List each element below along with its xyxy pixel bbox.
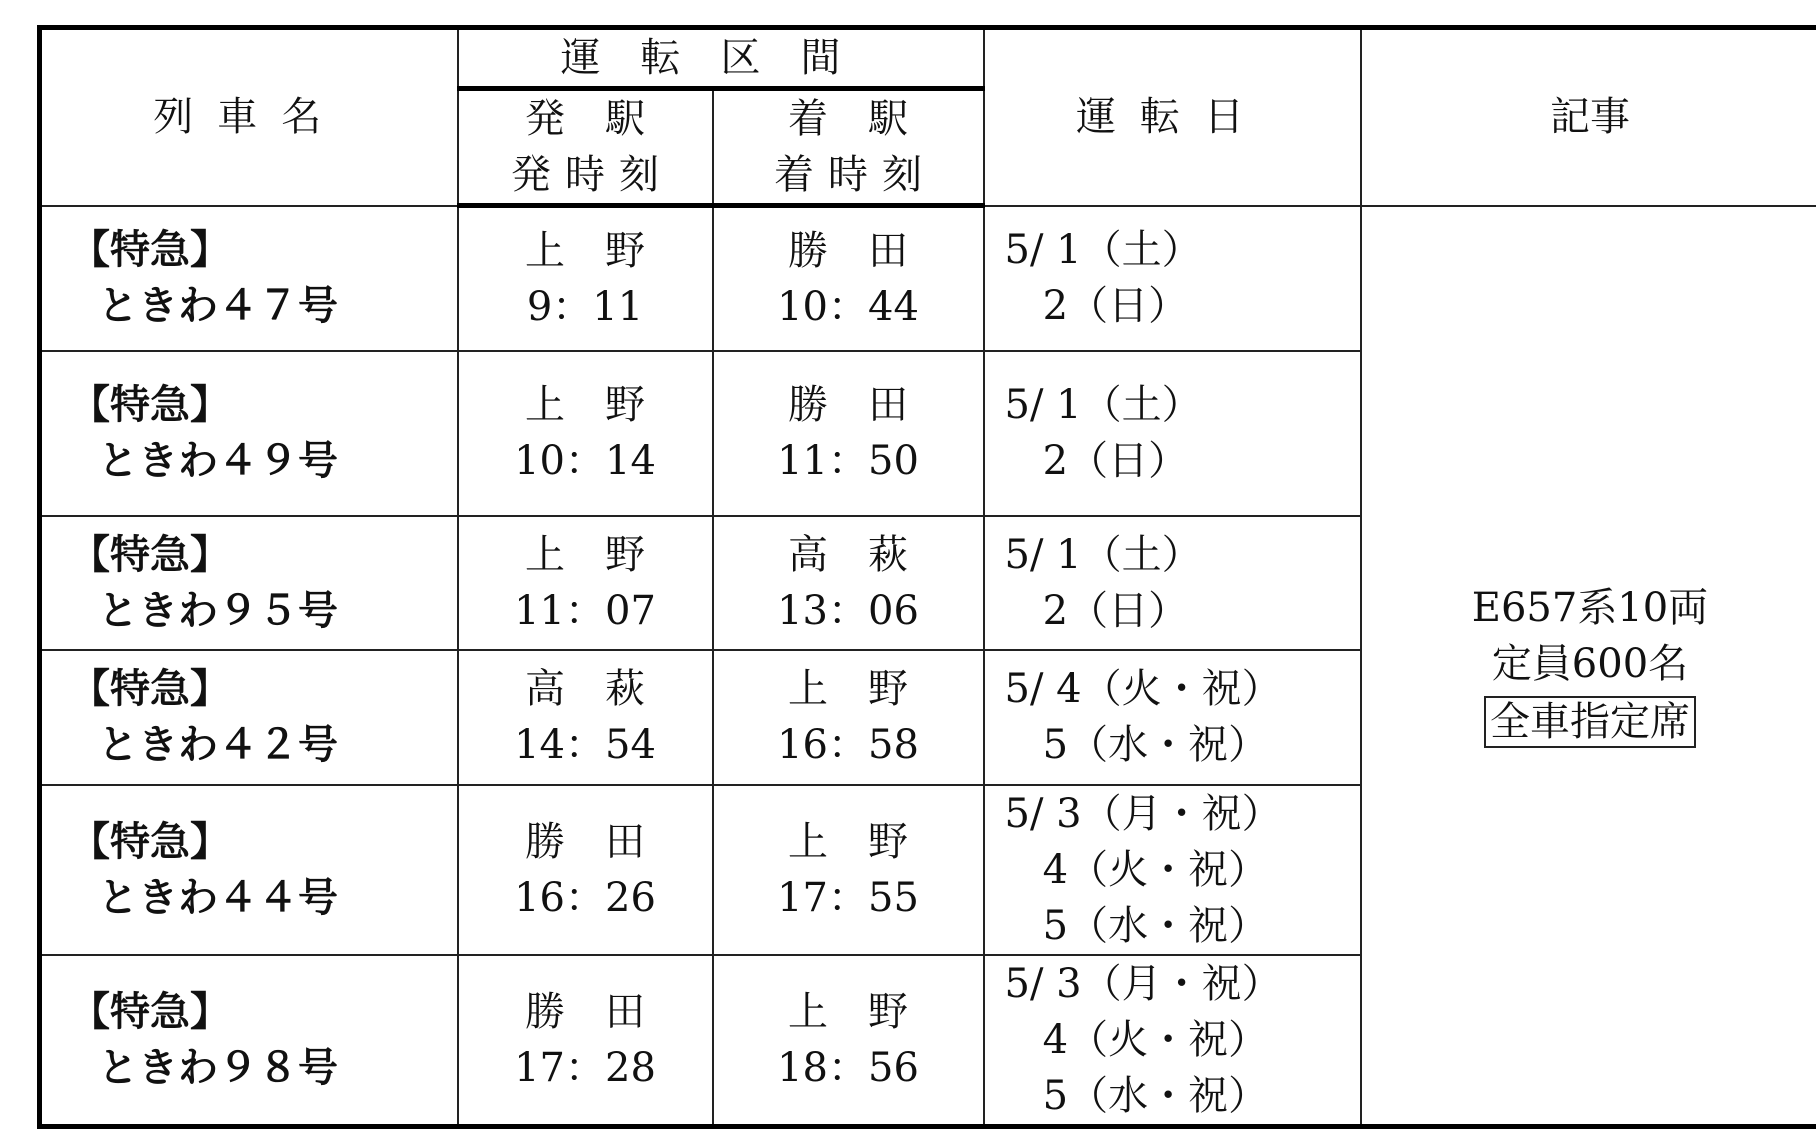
dep-station: 上野 [525,227,685,274]
train-type: 【特急】 [70,666,230,712]
train-type: 【特急】 [70,818,230,865]
run-date: 5/ 4（火・祝） [1004,666,1282,712]
run-days-cell [984,650,1361,785]
run-date: 4（火・祝） [1004,1016,1269,1063]
run-date: 2（日） [1004,587,1189,634]
notes-cell [1361,206,1816,1127]
dep-station: 上野 [525,531,685,578]
run-date: 5/ 3（月・祝） [1004,790,1282,837]
dep-time: 17：28 [514,1044,656,1091]
train-type: 【特急】 [70,988,230,1035]
run-date: 5/ 1（土） [1004,382,1202,428]
header-arr-station: 着駅 [788,96,948,142]
arr-time: 17：55 [777,874,919,921]
train-cell [40,516,458,650]
run-date: 5（水・祝） [1004,722,1269,768]
arr-station: 高萩 [788,531,948,578]
header-notes: 記事 [1361,28,1816,206]
note-reserved-badge: 全車指定席 [1484,696,1696,748]
run-date: 5/ 3（月・祝） [1004,960,1282,1007]
note-train-set: E657系10両 [1471,585,1709,631]
departure-cell [458,516,713,650]
train-cell [40,650,458,785]
timetable [37,25,1816,1129]
header-departure [458,89,713,206]
arr-station: 上野 [788,818,948,865]
arrival-cell [713,516,984,650]
header-dep-station: 発駅 [525,96,685,142]
arrival-cell [713,650,984,785]
run-days-cell [984,955,1361,1127]
departure-cell [458,351,713,516]
dep-time: 10：14 [514,438,656,484]
dep-time: 16：26 [514,874,656,921]
train-name: ときわ９８号 [98,1044,338,1091]
arr-time: 10：44 [777,283,919,330]
run-date: 5（水・祝） [1004,902,1269,949]
arrival-cell [713,206,984,351]
arr-station: 勝田 [788,382,948,428]
train-type: 【特急】 [70,227,230,273]
header-arr-time: 着時刻 [774,152,936,198]
train-cell [40,351,458,516]
run-date: 2（日） [1004,438,1189,484]
header-run-days: 運転日 [984,28,1361,206]
run-days-cell [984,351,1361,516]
train-cell [40,206,458,351]
dep-time: 11：07 [514,587,656,634]
dep-station: 勝田 [525,988,685,1035]
train-cell [40,955,458,1127]
arr-time: 16：58 [777,722,919,768]
run-days-cell [984,785,1361,955]
header-dep-time: 発時刻 [511,152,673,198]
run-date: 5/ 1（土） [1004,227,1202,273]
arrival-cell [713,785,984,955]
arrival-cell [713,955,984,1127]
dep-station: 上野 [525,382,685,428]
table-row [40,206,1816,351]
header-section: 運転区間 [458,28,984,89]
arr-station: 上野 [788,988,948,1035]
train-name: ときわ４４号 [98,874,338,921]
train-name: ときわ４９号 [98,438,338,484]
arr-station: 勝田 [788,227,948,274]
arr-time: 13：06 [777,587,919,634]
run-days-cell [984,206,1361,351]
train-type: 【特急】 [70,382,230,428]
run-days-cell [984,516,1361,650]
run-date: 5（水・祝） [1004,1072,1269,1119]
dep-time: 14：54 [514,722,656,768]
arr-time: 11：50 [777,438,919,484]
dep-station: 勝田 [525,818,685,865]
train-name: ときわ４２号 [98,722,338,768]
train-cell [40,785,458,955]
train-name: ときわ９５号 [98,587,338,634]
arr-time: 18：56 [777,1044,919,1091]
arr-station: 上野 [788,666,948,712]
dep-station: 高萩 [525,666,685,712]
arrival-cell [713,351,984,516]
dep-time: 9：11 [526,283,644,330]
train-type: 【特急】 [70,531,230,578]
departure-cell [458,650,713,785]
departure-cell [458,206,713,351]
note-capacity: 定員600名 [1491,641,1689,687]
run-date: 4（火・祝） [1004,846,1269,893]
run-date: 2（日） [1004,283,1189,329]
departure-cell [458,785,713,955]
departure-cell [458,955,713,1127]
header-arrival [713,89,984,206]
header-train-name: 列車名 [40,28,458,206]
run-date: 5/ 1（土） [1004,531,1202,578]
train-name: ときわ４７号 [98,283,338,329]
